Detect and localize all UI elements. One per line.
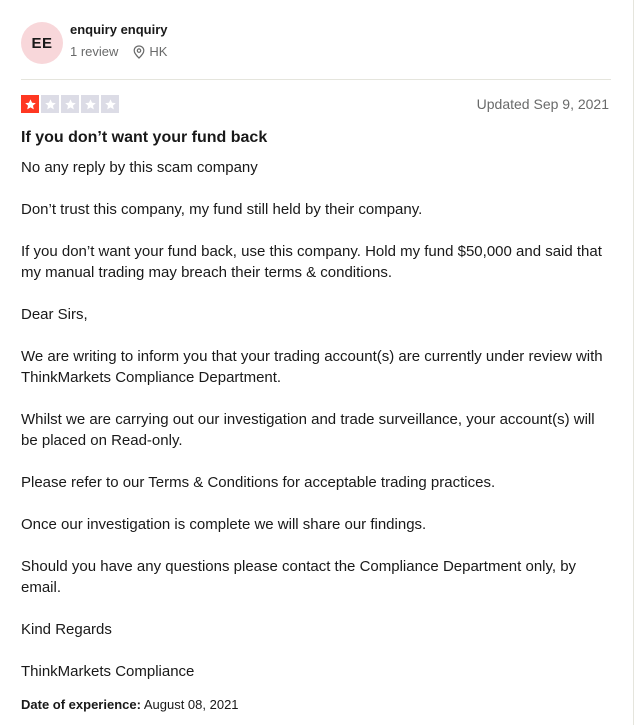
review-paragraph: Whilst we are carrying out our investigation and trade surveillance, your account(s) will be placed on Read-only. [21, 411, 595, 449]
review-paragraph: Don’t trust this company, my fund still held by their company. [21, 201, 423, 218]
location-pin-icon [133, 45, 145, 59]
date-of-experience [21, 697, 239, 713]
star-icon [81, 95, 99, 113]
review-body [21, 157, 611, 703]
consumer-name[interactable]: enquiry enquiry [70, 22, 168, 37]
review-paragraph: Please refer to our Terms & Conditions for acceptable trading practices. [21, 474, 496, 491]
consumer-meta [69, 43, 168, 61]
consumer-location: HK [149, 44, 168, 59]
star-icon [41, 95, 59, 113]
review-paragraph: Dear Sirs, [21, 306, 88, 323]
review-paragraph: If you don’t want your fund back, use this company. Hold my fund $50,000 and said that my manual trading may breach their terms & conditions. [21, 243, 602, 281]
experience-label: Date of experience: [21, 697, 141, 712]
review-paragraph: Should you have any questions please contact the Compliance Department only, by email. [21, 558, 577, 596]
star-icon [61, 95, 79, 113]
star-rating [21, 95, 119, 113]
review-title[interactable]: If you don’t want your fund back [21, 129, 268, 146]
consumer-info [21, 22, 168, 64]
review-paragraph: ThinkMarkets Compliance [21, 663, 195, 680]
review-paragraph: Kind Regards [21, 621, 112, 638]
review-paragraph: Once our investigation is complete we will share our findings. [21, 516, 427, 533]
star-icon [21, 95, 39, 113]
review-paragraph: No any reply by this scam company [21, 159, 258, 176]
divider [21, 79, 611, 80]
review-paragraph: We are writing to inform you that your trading account(s) are currently under review with ThinkMarkets Compliance Department. [21, 348, 603, 386]
experience-date: August 08, 2021 [143, 697, 239, 712]
consumer-details [69, 21, 168, 61]
review-count: 1 review [70, 44, 119, 59]
star-icon [101, 95, 119, 113]
review-date: Updated Sep 9, 2021 [476, 96, 609, 112]
avatar[interactable]: EE [21, 22, 63, 64]
